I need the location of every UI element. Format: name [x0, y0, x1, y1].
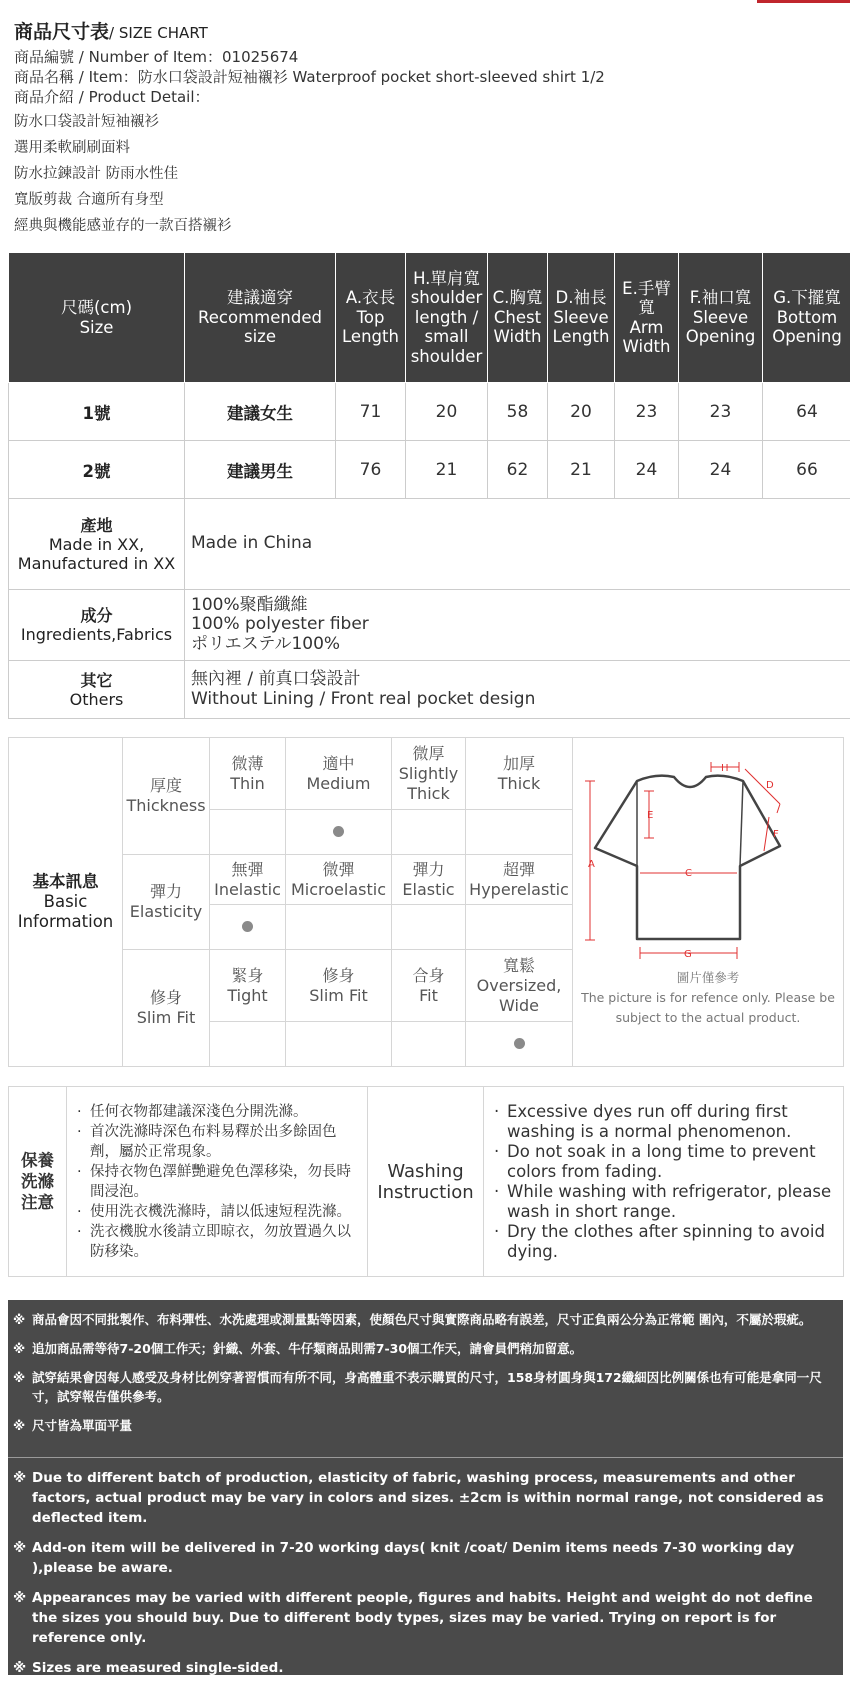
thickness-option: 加厚 Thick: [466, 738, 573, 810]
list-item: · While washing with refrigerator, please wash in short range.: [490, 1182, 837, 1222]
washing-row: [9, 1087, 844, 1277]
item-name-label: 商品名稱 / Item：: [14, 68, 138, 86]
elasticity-option: 無彈 Inelastic: [210, 855, 286, 905]
marker-cell: [210, 810, 286, 855]
notes-panel: [8, 1300, 843, 1675]
list-item: · 洗衣機脫水後請立即晾衣，勿放置過久以防移染。: [73, 1222, 361, 1262]
header-size: 尺碼(cm) Size: [9, 253, 185, 383]
size-table-header-row: [9, 253, 850, 383]
fabric-label: 成分 Ingredients,Fabrics: [9, 590, 185, 661]
list-item: · Do not soak in a long time to prevent colors from fading.: [490, 1142, 837, 1182]
measure-cell: 20: [406, 383, 488, 441]
washing-cn-list-cell: [67, 1087, 368, 1277]
thickness-option: 微厚 Slightly Thick: [392, 738, 466, 810]
measure-cell: 64: [763, 383, 850, 441]
measure-cell: 21: [548, 441, 615, 499]
elasticity-option: 微彈 Microelastic: [286, 855, 392, 905]
measure-cell: 23: [679, 383, 763, 441]
list-item: · 保持衣物色澤鮮艷避免色澤移染，勿長時間浸泡。: [73, 1162, 361, 1202]
fabric-value: 100%聚酯纖維 100% polyester fiber ポリエステル100%: [185, 590, 850, 661]
washing-cn-list: [73, 1102, 361, 1262]
thickness-option-row: [9, 738, 844, 810]
label-c: C: [685, 868, 692, 879]
note-item: ※ 追加商品需等待7-20個工作天；針織、外套、牛仔類商品則需7-30個工作天，請會員們稍加留意。: [13, 1339, 831, 1358]
thickness-option: 適中 Medium: [286, 738, 392, 810]
measure-cell: 71: [336, 383, 406, 441]
basic-info-label: 基本訊息 Basic Information: [9, 738, 123, 1067]
marker-cell: [392, 1022, 466, 1067]
marker-cell: [210, 905, 286, 950]
fit-label: 修身 Slim Fit: [123, 950, 210, 1067]
washing-en-list: [490, 1102, 837, 1262]
page-header: [14, 18, 834, 239]
product-detail-list: [14, 109, 834, 239]
header-sleeve-length: D.袖長 Sleeve Length: [548, 253, 615, 383]
header-top-length: A.衣長 Top Length: [336, 253, 406, 383]
diagram-caption-cn: 圖片僅參考: [676, 970, 740, 985]
note-item: ※ Due to different batch of production, elasticity of fabric, washing process, measurements and other factors, actual product may be vary in colors and sizes. ±2cm is within normal range, not considered as deflected item.: [13, 1468, 831, 1528]
table-row: [9, 441, 850, 499]
item-name: 防水口袋設計短袖襯衫 Waterproof pocket short-sleeved shirt 1/2: [137, 68, 605, 86]
shirt-outline: [595, 776, 780, 939]
measure-cell: 21: [406, 441, 488, 499]
product-detail-label: 商品介紹 / Product Detail：: [14, 88, 210, 106]
note-item: ※ Add-on item will be delivered in 7-20 working days( knit /coat/ Denim items needs 7-30 working day ),please be aware.: [13, 1538, 831, 1578]
others-label: 其它 Others: [9, 661, 185, 719]
label-d: D: [766, 780, 774, 791]
product-detail-item: 防水口袋設計短袖襯衫: [14, 114, 159, 130]
measure-cell: 62: [488, 441, 548, 499]
header-chest-width: C.胸寬 Chest Width: [488, 253, 548, 383]
header-sleeve-opening: F.袖口寬 Sleeve Opening: [679, 253, 763, 383]
marker-cell: [466, 1022, 573, 1067]
elasticity-label: 彈力 Elasticity: [123, 855, 210, 950]
list-item: · Excessive dyes run off during first washing is a normal phenomenon.: [490, 1102, 837, 1142]
measure-cell: 24: [679, 441, 763, 499]
item-name-line: [14, 67, 834, 87]
shirt-diagram: [573, 743, 844, 968]
washing-instruction-table: [8, 1086, 844, 1277]
recommend-cell: 建議女生: [185, 383, 336, 441]
diagram-caption-en: The picture is for refence only. Please be subject to the actual product.: [581, 990, 835, 1025]
label-f: F: [773, 829, 779, 840]
title-en: / SIZE CHART: [109, 24, 208, 42]
washing-label-cn: 保養洗滌注意: [9, 1087, 67, 1277]
item-number-label: 商品編號 / Number of Item：: [14, 48, 222, 66]
elasticity-option: 彈力 Elastic: [392, 855, 466, 905]
measure-cell: 76: [336, 441, 406, 499]
product-detail-item: 經典與機能感並存的一款百搭襯衫: [14, 218, 232, 234]
list-item: · 使用洗衣機洗滌時，請以低速短程洗滌。: [73, 1202, 361, 1222]
item-number: 01025674: [222, 48, 299, 66]
fit-option: 緊身 Tight: [210, 950, 286, 1022]
fit-option: 合身 Fit: [392, 950, 466, 1022]
product-detail-item: 選用柔軟刷刷面料: [14, 140, 130, 156]
thickness-label: 厚度 Thickness: [123, 738, 210, 855]
fit-option: 修身 Slim Fit: [286, 950, 392, 1022]
table-row: [9, 383, 850, 441]
marker-cell: [466, 905, 573, 950]
marker-cell: [392, 905, 466, 950]
header-recommended: 建議適穿 Recommended size: [185, 253, 336, 383]
measure-cell: 20: [548, 383, 615, 441]
origin-row: [9, 499, 850, 590]
marker-cell: [286, 810, 392, 855]
fabric-row: [9, 590, 850, 661]
note-item: ※ 試穿結果會因每人感受及身材比例穿著習慣而有所不同，身高體重不表示購買的尺寸，158身材圓身與172纖細因比例關係也有可能是拿同一尺寸，試穿報告僅供參考。: [13, 1368, 831, 1406]
others-value: 無內裡 / 前真口袋設計 Without Lining / Front real pocket design: [185, 661, 850, 719]
fit-option: 寬鬆 Oversized, Wide: [466, 950, 573, 1022]
notes-cn: [8, 1300, 843, 1457]
measure-cell: 23: [615, 383, 679, 441]
label-a: A: [588, 859, 595, 870]
marker-cell: [466, 810, 573, 855]
notes-en: [8, 1458, 843, 1678]
size-cell: 2號: [9, 441, 185, 499]
measure-cell: 66: [763, 441, 850, 499]
note-item: ※ Sizes are measured single-sided.: [13, 1658, 831, 1678]
washing-label-en: Washing Instruction: [368, 1087, 484, 1277]
list-item: · 任何衣物都建議深淺色分開洗滌。: [73, 1102, 361, 1122]
label-e: E: [647, 810, 654, 821]
top-accent-bar: [757, 0, 850, 3]
header-bottom-opening: G.下擺寬 Bottom Opening: [763, 253, 850, 383]
origin-value: Made in China: [185, 499, 850, 590]
list-item: · 首次洗滌時深色布料易釋於出多餘固色劑，屬於正常現象。: [73, 1122, 361, 1162]
elasticity-option: 超彈 Hyperelastic: [466, 855, 573, 905]
item-number-line: [14, 47, 834, 67]
selected-dot-icon: [242, 921, 253, 932]
others-row: [9, 661, 850, 719]
selected-dot-icon: [333, 826, 344, 837]
size-cell: 1號: [9, 383, 185, 441]
size-chart-table: [8, 252, 850, 719]
measure-cell: 58: [488, 383, 548, 441]
garment-diagram-cell: [573, 738, 844, 1067]
origin-label: 產地 Made in XX, Manufactured in XX: [9, 499, 185, 590]
note-item: ※ Appearances may be varied with different people, figures and habits. Height and weight do not define the sizes you should buy. Due to different body types, sizes may be varied. Trying on report is for reference only.: [13, 1588, 831, 1648]
product-detail-item: 寬版剪裁 合適所有身型: [14, 192, 164, 208]
thickness-option: 微薄 Thin: [210, 738, 286, 810]
marker-cell: [392, 810, 466, 855]
recommend-cell: 建議男生: [185, 441, 336, 499]
basic-info-table: [8, 737, 844, 1067]
measure-cell: 24: [615, 441, 679, 499]
note-item: ※ 尺寸皆為單面平量: [13, 1416, 831, 1435]
marker-cell: [210, 1022, 286, 1067]
washing-en-list-cell: [484, 1087, 844, 1277]
header-arm-width: E.手臂寬 Arm Width: [615, 253, 679, 383]
selected-dot-icon: [514, 1038, 525, 1049]
page-title: [14, 18, 834, 47]
marker-cell: [286, 905, 392, 950]
note-item: ※ 商品會因不同批製作、布料彈性、水洗處理或測量點等因素，使顏色尺寸與實際商品略有誤差，尺寸正負兩公分為正常範 圍內，不屬於瑕疵。: [13, 1310, 831, 1329]
title-cn: 商品尺寸表: [14, 21, 110, 43]
marker-cell: [286, 1022, 392, 1067]
header-shoulder: H.單肩寬 shoulder length / small shoulder: [406, 253, 488, 383]
label-g: G: [684, 949, 692, 960]
label-h: H: [721, 763, 729, 774]
list-item: · Dry the clothes after spinning to avoid dying.: [490, 1222, 837, 1262]
product-detail-item: 防水拉鍊設計 防雨水性佳: [14, 166, 179, 182]
